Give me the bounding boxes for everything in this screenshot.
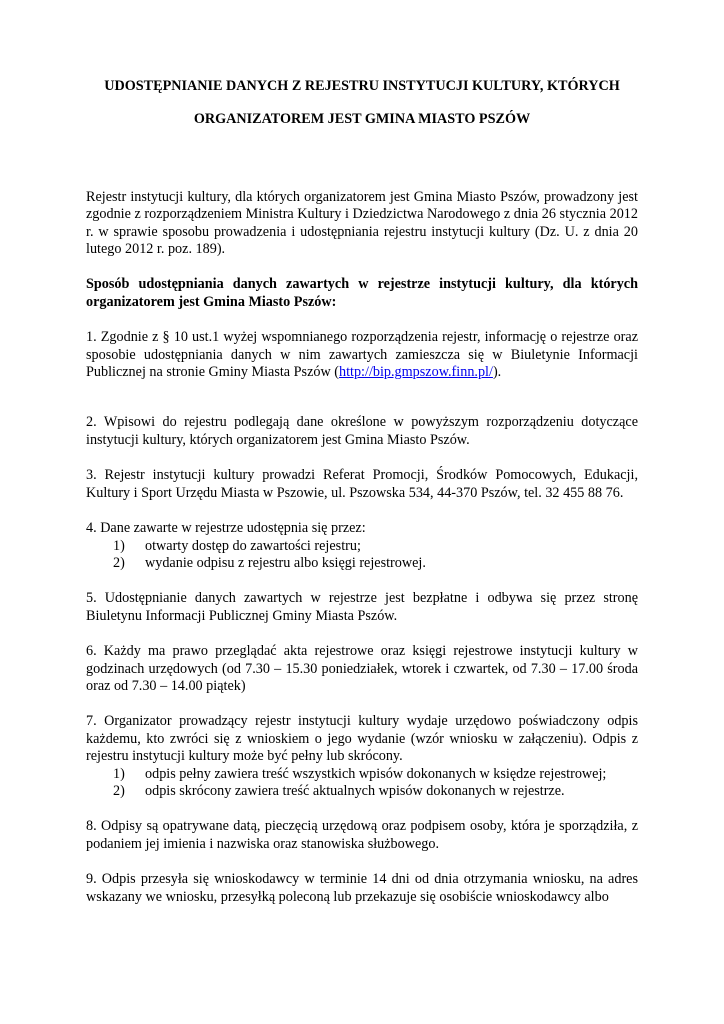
paragraph-1 [86,329,638,381]
list-item-text: odpis pełny zawiera treść wszystkich wpisów dokonanych w księdze rejestrowej; [145,765,607,782]
list-item [86,783,638,800]
list-item [86,555,638,572]
paragraph-4-list [86,538,638,573]
list-item-text: otwarty dostęp do zawartości rejestru; [145,537,361,554]
paragraph-8: 8. Odpisy są opatrywane datą, pieczęcią urzędową oraz podpisem osoby, która je sporządziła, z podaniem jej imienia i nazwiska oraz stanowiska służbowego. [86,818,638,852]
list-item-text: odpis skrócony zawiera treść aktualnych wpisów dokonanych w rejestrze. [145,782,565,799]
intro-paragraph: Rejestr instytucji kultury, dla których organizatorem jest Gmina Miasto Pszów, prowadzony jest zgodnie z rozporządzeniem Ministra Kultury i Dziedzictwa Narodowego z dnia 26 stycznia 2012 r. w sprawie sposobu prowadzenia i udostępniania rejestru instytucji kultury (Dz. U. z dnia 20 lutego 2012 r. poz. 189). [86,188,638,258]
paragraph-7-list [86,766,638,801]
paragraph-7: 7. Organizator prowadzący rejestr instytucji kultury wydaje urzędowo poświadczony odpis każdemu, kto zwróci się z wnioskiem o jego wydanie (wzór wniosku w załączeniu). Odpis z rejestru instytucji kultury może być pełny lub skrócony. [86,713,638,765]
document-title-line-1: UDOSTĘPNIANIE DANYCH Z REJESTRU INSTYTUCJI KULTURY, KTÓRYCH [104,78,620,94]
list-item-number: 2) [113,782,125,799]
paragraph-6: 6. Każdy ma prawo przeglądać akta rejestrowe oraz księgi rejestrowe instytucji kultury w godzinach urzędowych (od 7.30 – 15.30 poniedziałek, wtorek i czwartek, od 7.30 – 17.00 środa oraz od 7.30 – 14.00 piątek) [86,643,638,694]
list-item [86,766,638,783]
list-item-number: 2) [113,554,125,571]
paragraph-3: 3. Rejestr instytucji kultury prowadzi Referat Promocji, Środków Pomocowych, Edukacji, Kultury i Sport Urzędu Miasta w Pszowie, ul. Pszowska 534, 44-370 Pszów, tel. 32 455 88 76. [86,467,638,501]
list-item-text: wydanie odpisu z rejestru albo księgi rejestrowej. [145,554,426,571]
paragraph-4 [86,520,638,572]
list-item-number: 1) [113,765,125,782]
paragraph-5: 5. Udostępnianie danych zawartych w rejestrze jest bezpłatne i odbywa się przez stronę Biuletynu Informacji Publicznej Gminy Miasta Pszów. [86,590,638,624]
bip-link[interactable]: http://bip.gmpszow.finn.pl/ [338,364,493,381]
paragraph-1-text: 1. Zgodnie z § 10 ust.1 wyżej wspomnianego rozporządzenia rejestr, informację o rejestrze oraz sposobie udostępniania danych w nim zawartych zamieszcza się w Biuletynie Informacji Publicznej na stronie Gminy Miasta Pszów ( [86,329,638,381]
document-title-line-2: ORGANIZATOREM JEST GMINA MIASTO PSZÓW [193,111,531,128]
list-item [86,538,638,555]
list-item-number: 1) [113,537,125,554]
paragraph-2: 2. Wpisowi do rejestru podlegają dane określone w powyższym rozporządzeniu dotyczące instytucji kultury, których organizatorem jest Gmina Miasto Pszów. [86,414,638,448]
document-page [86,78,638,906]
paragraph-4-lead: 4. Dane zawarte w rejestrze udostępnia się przez: [86,520,366,537]
section-subheading: Sposób udostępniania danych zawartych w rejestrze instytucji kultury, dla których organizatorem jest Gmina Miasto Pszów: [86,276,638,310]
paragraph-9: 9. Odpis przesyła się wnioskodawcy w terminie 14 dni od dnia otrzymania wniosku, na adres wskazany we wniosku, przesyłką poleconą lub przekazuje się osobiście wnioskodawcy albo [86,871,638,905]
paragraph-1-end: ). [492,364,502,381]
